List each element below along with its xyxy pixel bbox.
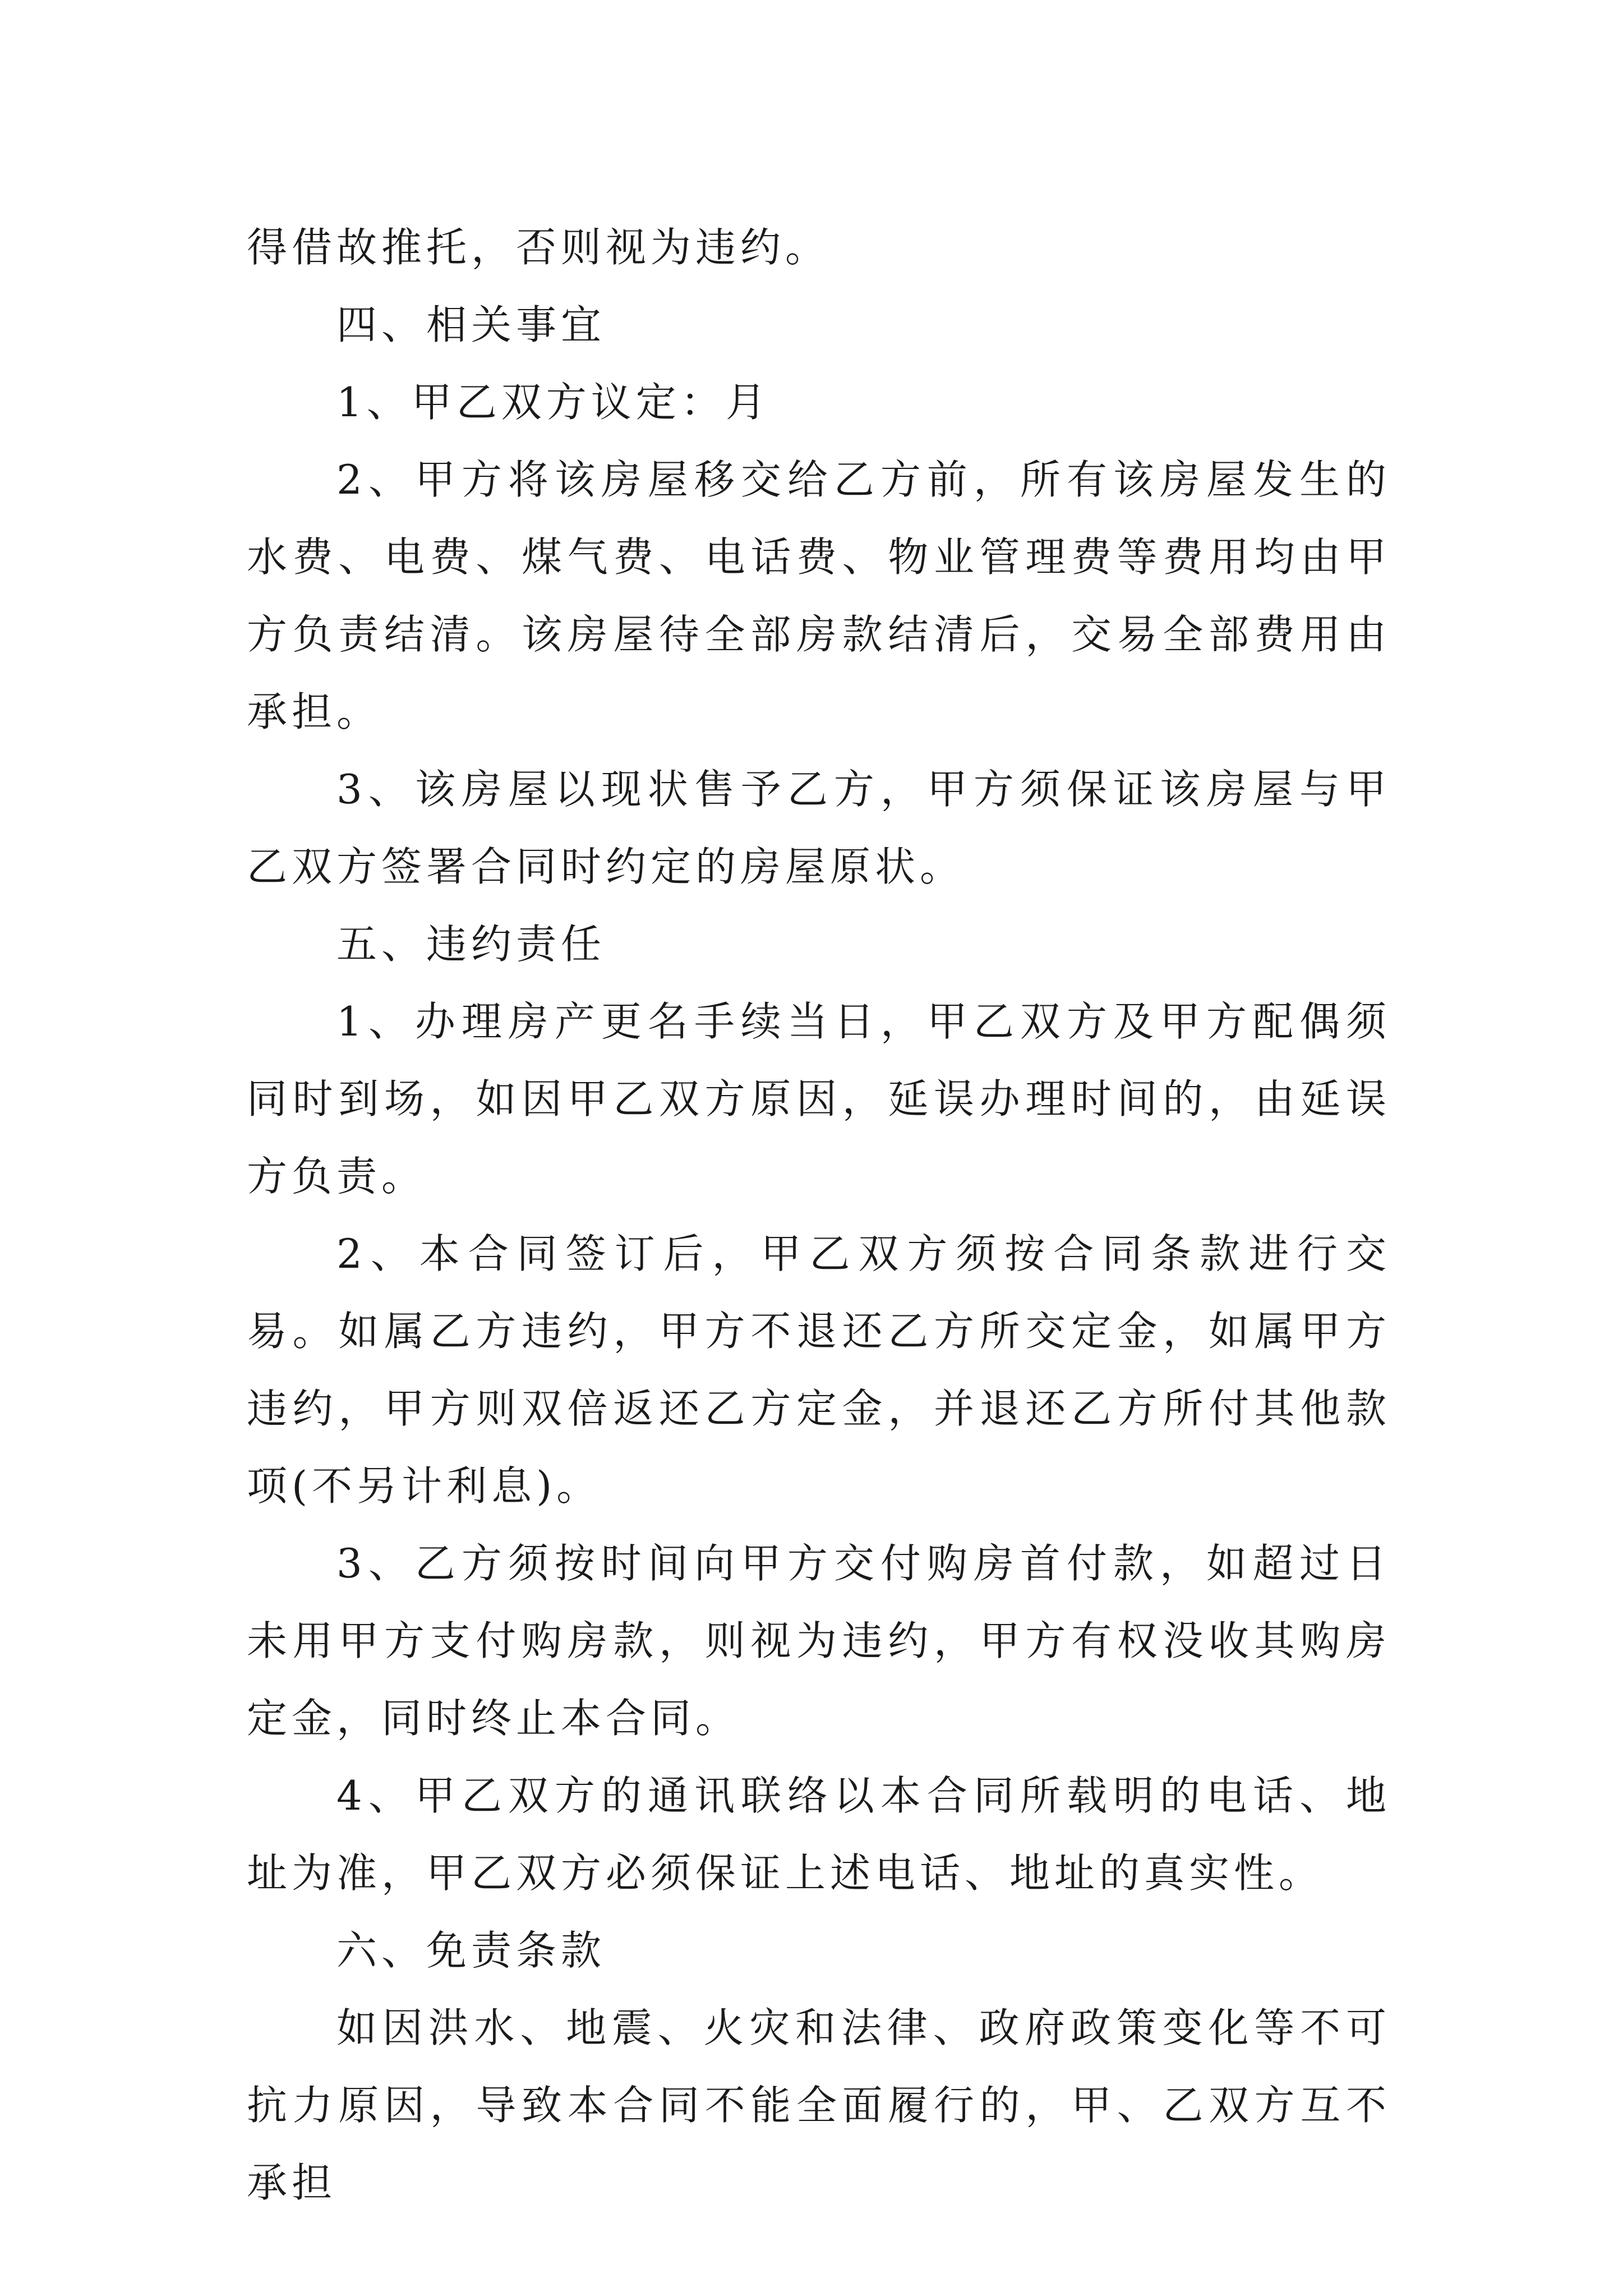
clause-5-4: 4、甲乙双方的通讯联络以本合同所载明的电话、地址为准，甲乙双方必须保证上述电话、地址的真实性。 bbox=[247, 1772, 1391, 1897]
document-body bbox=[247, 209, 1391, 2221]
clause-4-3: 3、该房屋以现状售予乙方，甲方须保证该房屋与甲乙双方签署合同时约定的房屋原状。 bbox=[247, 766, 1391, 890]
clause-5-2: 2、本合同签订后，甲乙双方须按合同条款进行交易。如属乙方违约，甲方不退还乙方所交定金，如属甲方违约，甲方则双倍返还乙方定金，并退还乙方所付其他款项(不另计利息)。 bbox=[247, 1230, 1391, 1510]
section-heading-breach-liability: 五、违约责任 bbox=[336, 921, 606, 968]
clause-4-2: 2、甲方将该房屋移交给乙方前，所有该房屋发生的水费、电费、煤气费、电话费、物业管理费等费用均由甲方负责结清。该房屋待全部房款结清后，交易全部费用由 承担。 bbox=[247, 456, 1391, 735]
clause-5-3: 3、乙方须按时间向甲方交付购房首付款，如超过日未用甲方支付购房款，则视为违约，甲方有权没收其购房定金，同时终止本合同。 bbox=[247, 1540, 1391, 1742]
paragraph-continuation: 得借故推托，否则视为违约。 bbox=[247, 224, 831, 271]
clause-4-1: 1、甲乙双方议定：月 bbox=[336, 379, 771, 426]
section-heading-related-matters: 四、相关事宜 bbox=[336, 301, 606, 348]
clause-6-body: 如因洪水、地震、火灾和法律、政府政策变化等不可抗力原因，导致本合同不能全面履行的，甲、乙双方互不承担 bbox=[247, 2004, 1391, 2206]
clause-5-1: 1、办理房产更名手续当日，甲乙双方及甲方配偶须同时到场，如因甲乙双方原因，延误办理时间的，由延误方负责。 bbox=[247, 998, 1391, 1200]
section-heading-exemption: 六、免责条款 bbox=[336, 1927, 606, 1974]
